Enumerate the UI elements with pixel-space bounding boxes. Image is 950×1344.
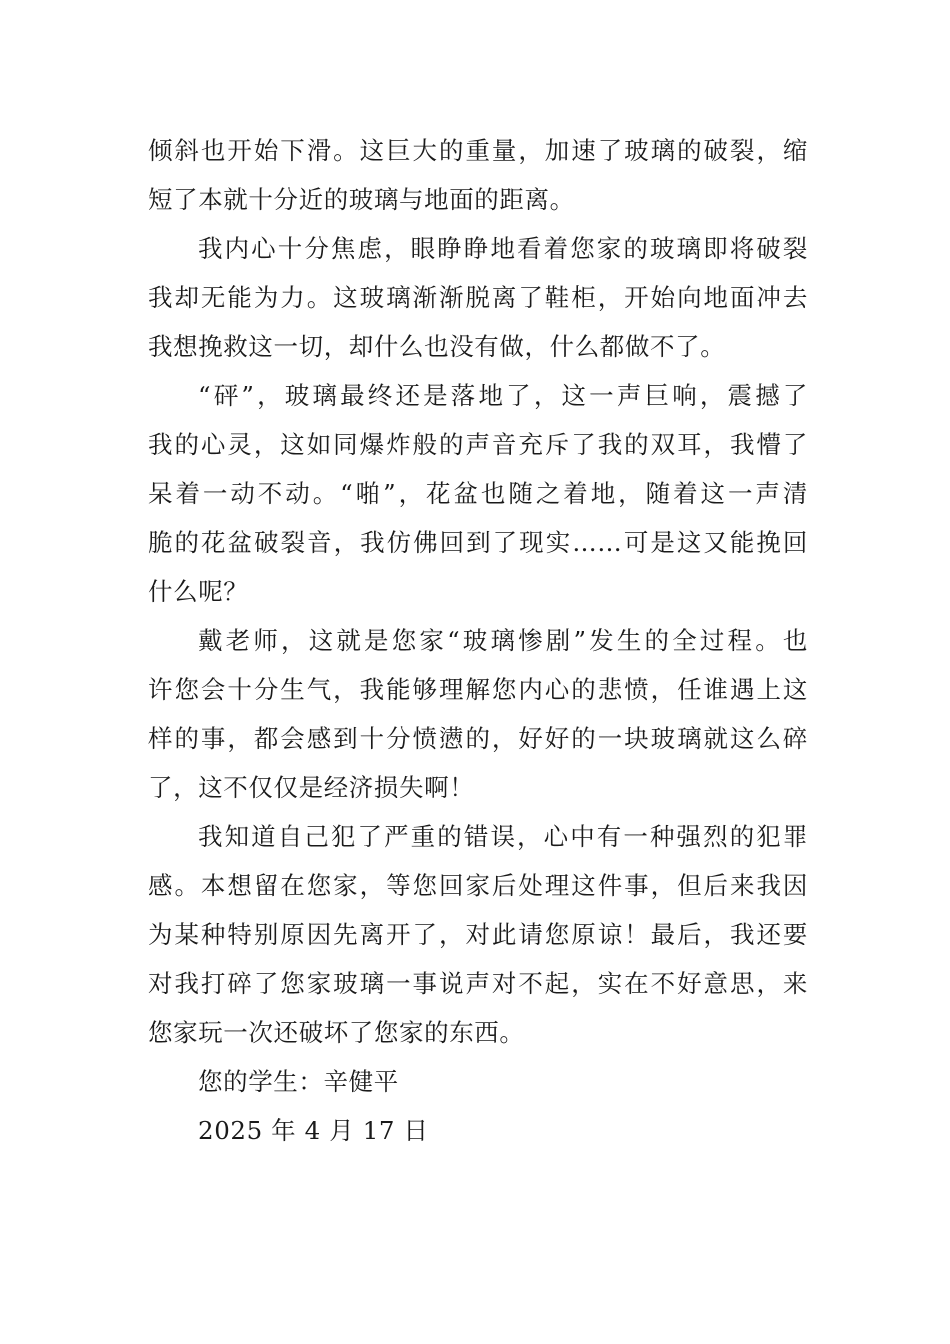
letter-date: 2025 年 4 月 17 日 (198, 1116, 429, 1145)
body-line: 倾斜也开始下滑。这巨大的重量，加速了玻璃的破裂，缩 (148, 136, 808, 165)
body-line: 脆的花盆破裂音，我仿佛回到了现实……可是这又能挽回 (148, 528, 808, 557)
body-line: 感。本想留在您家，等您回家后处理这件事，但后来我因 (148, 871, 808, 900)
body-line: 我却无能为力。这玻璃渐渐脱离了鞋柜，开始向地面冲去 (148, 283, 808, 312)
body-line: “砰”，玻璃最终还是落地了，这一声巨响，震撼了 (198, 381, 808, 410)
body-line: 戴老师，这就是您家“玻璃惨剧”发生的全过程。也 (198, 626, 808, 655)
body-line: 为某种特别原因先离开了，对此请您原谅！最后，我还要 (148, 920, 808, 949)
body-line: 短了本就十分近的玻璃与地面的距离。 (148, 185, 575, 214)
body-line: 我知道自己犯了严重的错误，心中有一种强烈的犯罪 (198, 822, 808, 851)
body-line: 了，这不仅仅是经济损失啊！ (148, 773, 475, 802)
body-line: 我想挽救这一切，却什么也没有做，什么都做不了。 (148, 332, 726, 361)
body-line: 对我打碎了您家玻璃一事说声对不起，实在不好意思，来 (148, 969, 808, 998)
body-line: 我的心灵，这如同爆炸般的声音充斥了我的双耳，我懵了 (148, 430, 808, 459)
body-line: 我内心十分焦虑，眼睁睁地看着您家的玻璃即将破裂 (198, 234, 808, 263)
body-line: 什么呢？ (148, 577, 249, 606)
body-line: 您家玩一次还破坏了您家的东西。 (148, 1018, 525, 1047)
body-line: 呆着一动不动。“啪”，花盆也随之着地，随着这一声清 (148, 479, 808, 508)
body-line: 许您会十分生气，我能够理解您内心的悲愤，任谁遇上这 (148, 675, 808, 704)
letter-body (148, 126, 808, 1155)
signature: 您的学生：辛健平 (198, 1067, 399, 1096)
body-line: 样的事，都会感到十分愤懑的，好好的一块玻璃就这么碎 (148, 724, 808, 753)
